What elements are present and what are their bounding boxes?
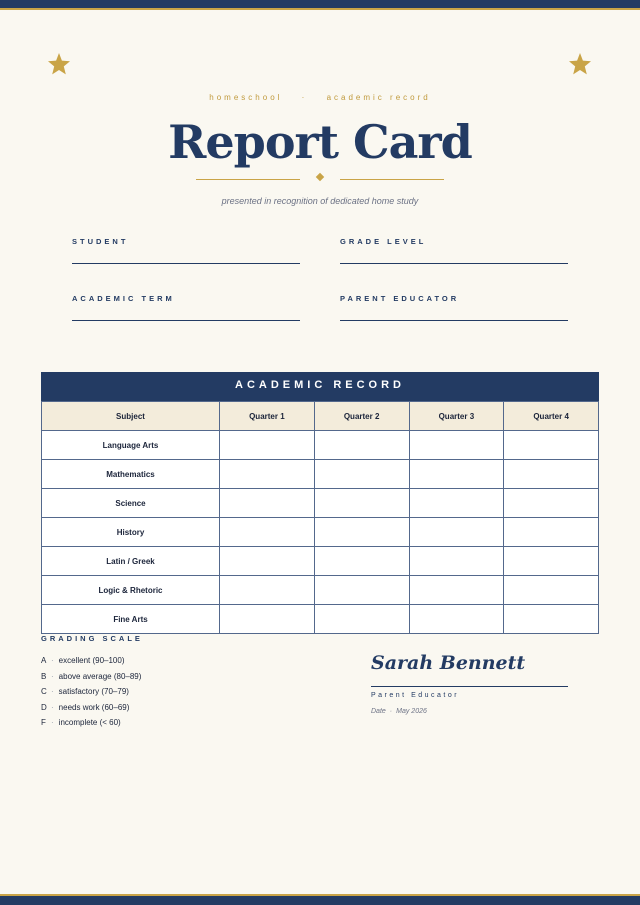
top-border-bar	[0, 0, 640, 8]
grade-cell[interactable]	[504, 576, 599, 605]
scale-grade: C	[41, 687, 47, 696]
academic-record-table	[41, 372, 599, 634]
column-header-q2: Quarter 2	[314, 402, 409, 431]
grade-cell[interactable]	[314, 605, 409, 634]
grade-cell[interactable]	[314, 489, 409, 518]
table-row	[42, 576, 599, 605]
grade-cell[interactable]	[314, 518, 409, 547]
student-field[interactable]	[72, 237, 300, 246]
grade-cell[interactable]	[504, 431, 599, 460]
grade-cell[interactable]	[409, 547, 504, 576]
grade-cell[interactable]	[409, 605, 504, 634]
scale-description: excellent (90–100)	[58, 656, 125, 665]
date-separator: ·	[389, 708, 393, 715]
grade-cell[interactable]	[409, 518, 504, 547]
scale-description: incomplete (< 60)	[58, 718, 121, 727]
subject-cell: Logic & Rhetoric	[42, 576, 220, 605]
table-row	[42, 547, 599, 576]
scale-item: F · incomplete (< 60)	[41, 715, 143, 731]
subject-cell: Science	[42, 489, 220, 518]
grade-cell[interactable]	[220, 547, 315, 576]
eyebrow-left: homeschool	[209, 93, 283, 102]
grade-cell[interactable]	[220, 431, 315, 460]
grade-cell[interactable]	[220, 605, 315, 634]
grades-table	[41, 401, 599, 634]
parent-educator-field[interactable]	[340, 294, 568, 303]
scale-grade: F	[41, 718, 46, 727]
grade-cell[interactable]	[504, 489, 599, 518]
date-label: Date	[371, 708, 386, 715]
scale-item: A · excellent (90–100)	[41, 653, 143, 669]
eyebrow	[0, 93, 640, 102]
scale-description: satisfactory (70–79)	[58, 687, 129, 696]
scale-item: B · above average (80–89)	[41, 669, 143, 685]
scale-description: needs work (60–69)	[58, 702, 130, 712]
eyebrow-separator: ·	[301, 93, 308, 102]
signature-date	[371, 708, 568, 715]
grade-cell[interactable]	[314, 431, 409, 460]
table-row	[42, 605, 599, 634]
grade-cell[interactable]	[220, 576, 315, 605]
student-line[interactable]	[72, 263, 300, 264]
grade-cell[interactable]	[409, 489, 504, 518]
grade-cell[interactable]	[504, 460, 599, 489]
subject-cell: Mathematics	[42, 460, 220, 489]
grade-level-line[interactable]	[340, 263, 568, 264]
table-row	[42, 431, 599, 460]
date-value: May 2026	[396, 708, 427, 715]
scale-grade: B	[41, 671, 47, 681]
subject-cell: Latin / Greek	[42, 547, 220, 576]
scale-item: C · satisfactory (70–79)	[41, 684, 143, 700]
title-rule-right	[340, 179, 444, 180]
scale-grade: A	[41, 656, 47, 665]
table-header-row	[42, 402, 599, 431]
column-header-q1: Quarter 1	[220, 402, 315, 431]
grade-cell[interactable]	[314, 547, 409, 576]
subtitle: presented in recognition of dedicated home study	[221, 196, 419, 206]
academic-term-line[interactable]	[72, 320, 300, 321]
grade-level-label: GRADE LEVEL	[340, 237, 427, 246]
grade-cell[interactable]	[504, 518, 599, 547]
grade-cell[interactable]	[409, 431, 504, 460]
student-label: STUDENT	[72, 237, 129, 246]
top-border-accent	[0, 8, 640, 10]
grade-cell[interactable]	[314, 460, 409, 489]
subject-cell: History	[42, 518, 220, 547]
grade-cell[interactable]	[504, 605, 599, 634]
grade-cell[interactable]	[409, 460, 504, 489]
grade-cell[interactable]	[220, 489, 315, 518]
eyebrow-right: academic record	[326, 93, 431, 102]
academic-term-field[interactable]	[72, 294, 300, 303]
signature-role: Parent Educator	[371, 692, 460, 699]
signature-line	[371, 686, 568, 687]
grade-level-field[interactable]	[340, 237, 568, 246]
grade-cell[interactable]	[504, 547, 599, 576]
parent-educator-label: PARENT EDUCATOR	[340, 294, 460, 303]
column-header-q4: Quarter 4	[504, 402, 599, 431]
scale-description: above average (80–89)	[58, 671, 142, 681]
signature-block	[371, 648, 568, 715]
grading-scale	[41, 634, 143, 731]
diamond-ornament	[316, 173, 324, 181]
star-icon	[568, 52, 592, 76]
star-icon	[47, 52, 71, 76]
table-row	[42, 460, 599, 489]
grade-cell[interactable]	[220, 460, 315, 489]
signature-name: Sarah Bennett	[371, 652, 526, 674]
table-row	[42, 518, 599, 547]
academic-term-label: ACADEMIC TERM	[72, 294, 175, 303]
column-header-subject: Subject	[42, 402, 220, 431]
column-header-q3: Quarter 3	[409, 402, 504, 431]
grade-cell[interactable]	[220, 518, 315, 547]
title-rule-left	[196, 179, 300, 180]
grading-scale-title: GRADING SCALE	[41, 634, 143, 643]
grade-cell[interactable]	[314, 576, 409, 605]
subject-cell: Language Arts	[42, 431, 220, 460]
page-title: Report Card	[168, 115, 472, 169]
record-header: ACADEMIC RECORD	[41, 372, 599, 401]
subject-cell: Fine Arts	[42, 605, 220, 634]
bottom-border-bar	[0, 896, 640, 905]
scale-grade: D	[41, 702, 47, 712]
table-row	[42, 489, 599, 518]
grade-cell[interactable]	[409, 576, 504, 605]
scale-item: D · needs work (60–69)	[41, 700, 143, 716]
parent-educator-line[interactable]	[340, 320, 568, 321]
